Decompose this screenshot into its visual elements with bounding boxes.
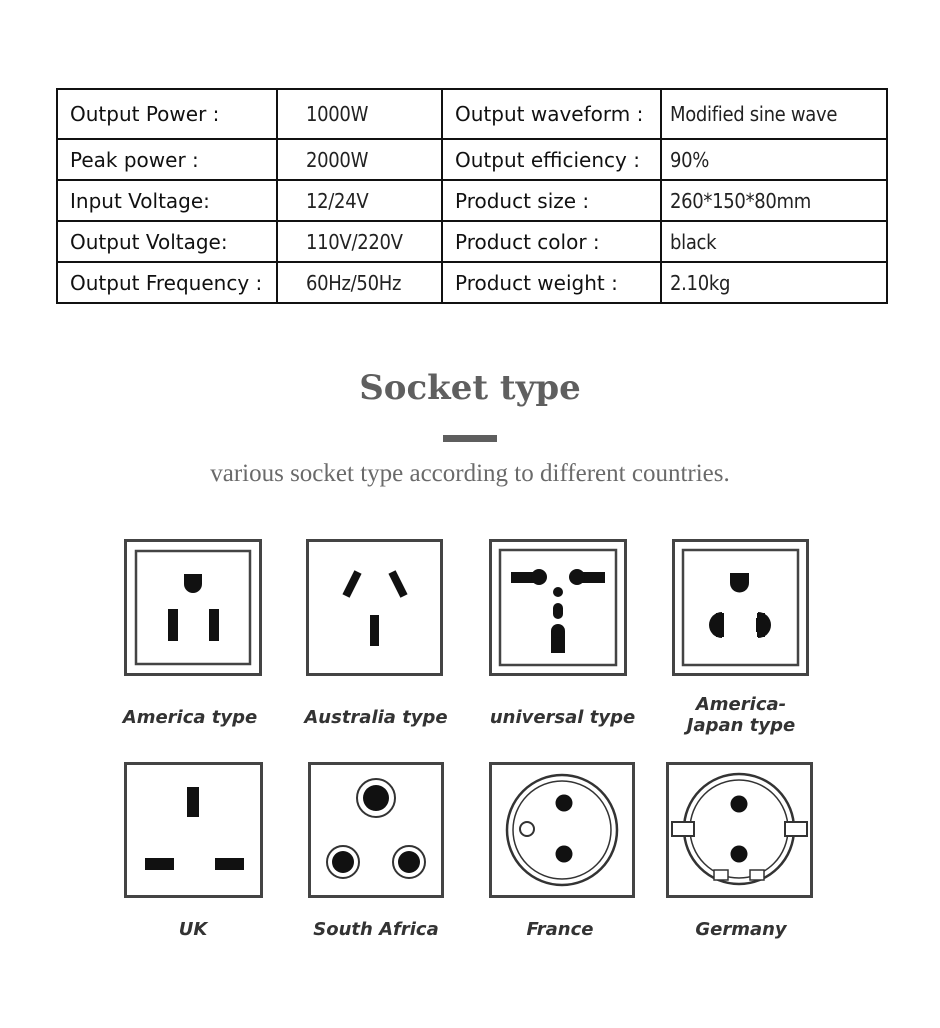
- america-japan-socket-icon: [672, 539, 809, 676]
- spec-value: 60Hz/50Hz: [277, 262, 442, 303]
- america-type-label: America type: [122, 707, 258, 728]
- spec-value: 110V/220V: [277, 221, 442, 262]
- uk-label: UK: [178, 919, 208, 940]
- america-japan-label-line2: Japan type: [686, 715, 796, 736]
- spec-label: Output Frequency :: [57, 262, 277, 303]
- spec-value: 12/24V: [277, 180, 442, 221]
- germany-label: Germany: [695, 919, 787, 940]
- australia-socket-icon: [306, 539, 443, 676]
- america-japan-type-label: [660, 694, 822, 736]
- america-socket-icon: [124, 539, 262, 676]
- spec-label: Output Voltage:: [57, 221, 277, 262]
- south-africa-socket-icon: [308, 762, 444, 898]
- australia-type-label: Australia type: [304, 707, 448, 728]
- section-subtitle: various socket type according to different countries.: [210, 460, 730, 487]
- universal-type-label: universal type: [489, 707, 636, 728]
- spec-label: Peak power :: [57, 139, 277, 180]
- uk-socket-icon: [124, 762, 263, 898]
- spec-value: 2.10kg: [661, 262, 887, 303]
- spec-value: black: [661, 221, 887, 262]
- spec-value: 260*150*80mm: [661, 180, 887, 221]
- spec-label: Product weight :: [442, 262, 661, 303]
- spec-row: [57, 89, 887, 139]
- section-title: Socket type: [359, 368, 581, 408]
- spec-label: Output efficiency :: [442, 139, 661, 180]
- spec-table: [56, 88, 888, 304]
- spec-label: Input Voltage:: [57, 180, 277, 221]
- title-underline: [443, 435, 497, 442]
- spec-value: Modified sine wave: [661, 89, 887, 139]
- france-label: France: [526, 919, 594, 940]
- spec-label: Product size :: [442, 180, 661, 221]
- spec-label: Output waveform :: [442, 89, 661, 139]
- spec-value: 2000W: [277, 139, 442, 180]
- spec-value: 1000W: [277, 89, 442, 139]
- south-africa-label: South Africa: [313, 919, 439, 940]
- spec-label: Output Power :: [57, 89, 277, 139]
- spec-row: [57, 262, 887, 303]
- universal-socket-icon: [489, 539, 627, 676]
- spec-value: 90%: [661, 139, 887, 180]
- france-socket-icon: [489, 762, 635, 898]
- spec-row: [57, 221, 887, 262]
- spec-row: [57, 180, 887, 221]
- germany-socket-icon: [666, 762, 813, 898]
- spec-row: [57, 139, 887, 180]
- america-japan-label-line1: America-: [695, 694, 787, 715]
- spec-label: Product color :: [442, 221, 661, 262]
